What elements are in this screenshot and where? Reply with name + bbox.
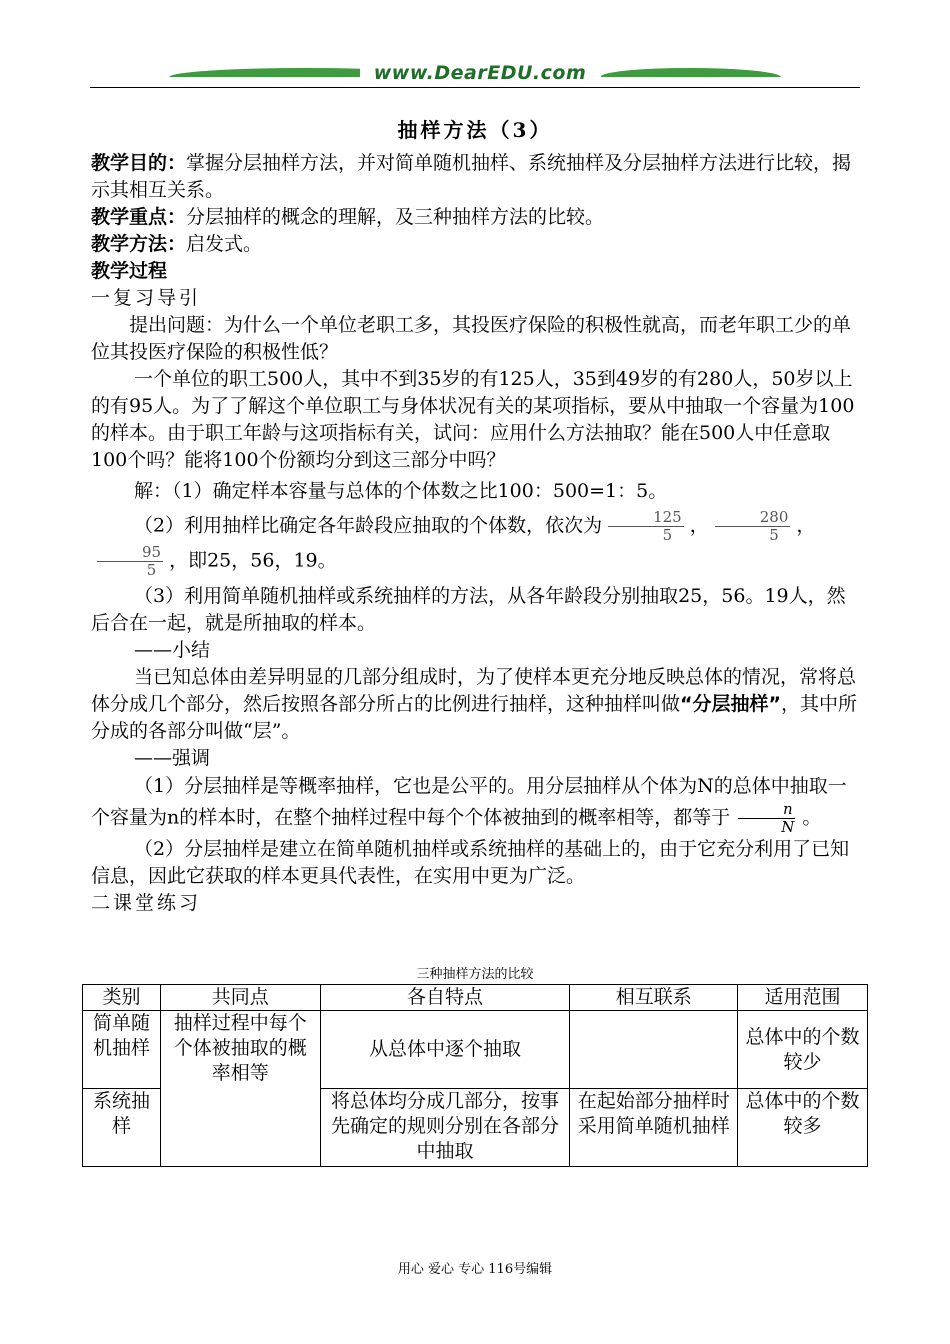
question-paragraph: 提出问题：为什么一个单位老职工多，其投医疗保险的积极性就高，而老年职工少的单位其投医疗保险的积极性低？ xyxy=(91,314,852,363)
section1-heading: 一复习导引 xyxy=(91,287,202,309)
fraction-numerator: 280 xyxy=(715,509,791,527)
stratified-definition xyxy=(91,664,861,745)
page-title: 抽样方法（3） xyxy=(397,118,553,142)
summary-label: ——小结 xyxy=(134,639,211,661)
emphasis-label: ——强调 xyxy=(134,747,211,769)
solution-step-2 xyxy=(91,509,861,579)
header-swoosh-right xyxy=(599,68,781,77)
table-header-cell: 相互联系 xyxy=(570,985,738,1011)
table-caption: 三种抽样方法的比较 xyxy=(416,967,534,982)
fraction-numerator: 125 xyxy=(608,509,684,527)
method-label: 教学方法： xyxy=(91,233,187,255)
focus-label: 教学重点： xyxy=(91,206,187,228)
definition-post: ，其中所分成的各部分叫做“层”。 xyxy=(91,693,858,742)
page-footer: 用心 爱心 专心 116号编辑 xyxy=(397,1262,553,1277)
step2-pre: （2）利用抽样比确定各年龄段应抽取的个体数，依次为 xyxy=(134,514,603,537)
fraction-95-5 xyxy=(97,544,163,579)
emphasis-point-1 xyxy=(91,772,861,836)
method-text: 启发式。 xyxy=(186,233,263,255)
section2-heading: 二课堂练习 xyxy=(91,892,202,914)
fraction-n-over-N xyxy=(736,801,796,836)
document-body xyxy=(91,150,861,917)
table-header-row xyxy=(83,985,868,1011)
row2-relation: 在起始部分抽样时采用简单随机抽样 xyxy=(570,1089,738,1167)
fraction-denominator: 5 xyxy=(769,526,779,544)
fraction-280-5 xyxy=(715,509,791,544)
row1-relation xyxy=(570,1011,738,1089)
row1-feature: 从总体中逐个抽取 xyxy=(320,1011,570,1089)
definition-pre: 当已知总体由差异明显的几部分组成时，为了使样本更充分地反映总体的情况，常将总体分成几个部分，然后按照各部分所占的比例进行抽样，这种抽样叫做 xyxy=(91,666,857,715)
table-header-cell: 各自特点 xyxy=(320,985,570,1011)
page-header xyxy=(90,60,860,90)
table-header-cell: 类别 xyxy=(83,985,161,1011)
point1-pre: （1）分层抽样是等概率抽样，它也是公平的。用分层抽样从个体为N的总体中抽取一个容量为n的样本时，在整个抽样过程中每个个体被抽到的概率相等，都等于 xyxy=(91,775,847,829)
solution-step-3: （3）利用简单随机抽样或系统抽样的方法，从各年龄段分别抽取25，56。19人，然后合在一起，就是所抽取的样本。 xyxy=(91,585,846,634)
row2-scope: 总体中的个数较多 xyxy=(738,1089,868,1167)
process-heading: 教学过程 xyxy=(91,260,168,282)
step2-post: ，即25，56，19。 xyxy=(169,549,337,572)
focus-text: 分层抽样的概念的理解，及三种抽样方法的比较。 xyxy=(186,206,605,228)
fraction-125-5 xyxy=(608,509,684,544)
point1-post: 。 xyxy=(802,806,822,829)
fraction-separator: ， xyxy=(796,514,816,537)
fraction-denominator: 5 xyxy=(662,526,673,544)
fraction-denominator: 5 xyxy=(146,561,157,579)
row2-feature: 将总体均分成几部分，按事先确定的规则分别在各部分中抽取 xyxy=(320,1089,570,1167)
table-header-cell: 共同点 xyxy=(160,985,320,1011)
common-point: 抽样过程中每个个体被抽取的概率相等 xyxy=(160,1011,320,1167)
table-row xyxy=(83,1011,868,1089)
solution-step-1: 解：（1）确定样本容量与总体的个体数之比100：500=1：5。 xyxy=(134,480,668,502)
header-logo: www.DearEDU.com xyxy=(360,62,600,84)
definition-term: “分层抽样” xyxy=(680,693,781,715)
goal-text: 掌握分层抽样方法，并对简单随机抽样、系统抽样及分层抽样方法进行比较，揭示其相互关系。 xyxy=(91,152,852,201)
goal-label: 教学目的： xyxy=(91,152,187,174)
teaching-focus xyxy=(91,204,861,231)
row1-scope: 总体中的个数较少 xyxy=(738,1011,868,1089)
row2-type: 系统抽样 xyxy=(83,1089,161,1167)
comparison-table xyxy=(82,984,868,1167)
emphasis-point-2: （2）分层抽样是建立在简单随机抽样或系统抽样的基础上的，由于它充分利用了已知信息，因此它获取的样本更具代表性，在实用中更为广泛。 xyxy=(91,838,850,887)
teaching-goal xyxy=(91,150,861,204)
fraction-numerator: 95 xyxy=(97,544,163,562)
fraction-numerator: n xyxy=(738,801,795,819)
row1-type: 简单随机抽样 xyxy=(83,1011,161,1089)
table-header-cell: 适用范围 xyxy=(738,985,868,1011)
fraction-denominator: N xyxy=(781,818,795,836)
example-paragraph: 一个单位的职工500人，其中不到35岁的有125人，35到49岁的有280人，50岁以上的有95人。为了了解这个单位职工与身体状况有关的某项指标，要从中抽取一个容量为100的样本。由于职工年龄与这项指标有关，试问：应用什么方法抽取？能在500人中任意取100个吗？能将100个份额均分到这三部分中吗？ xyxy=(91,368,855,471)
teaching-method xyxy=(91,231,861,258)
fraction-separator: ， xyxy=(689,514,709,537)
header-rule xyxy=(90,87,860,88)
